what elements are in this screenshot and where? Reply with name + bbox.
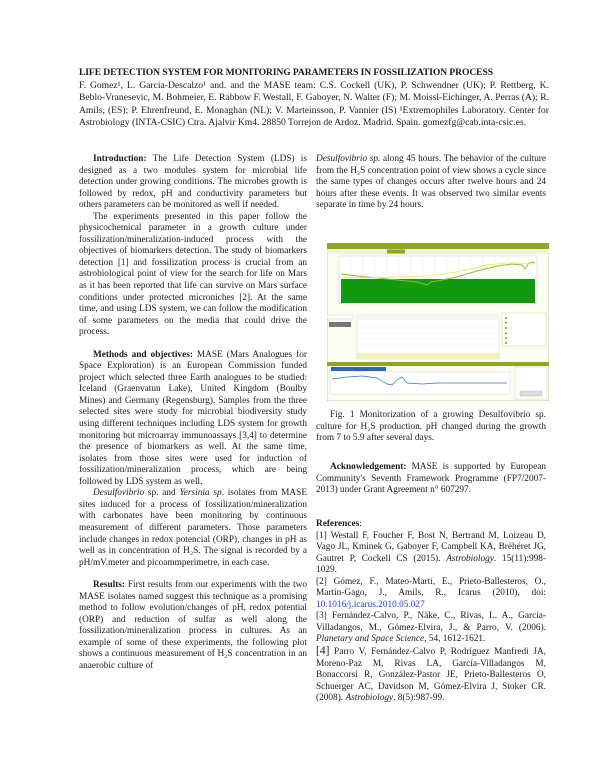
channel-table <box>357 315 499 359</box>
references-colon: : <box>359 519 362 529</box>
start-button <box>329 322 351 327</box>
results-continuation <box>316 154 546 212</box>
load-profile-button <box>520 391 542 396</box>
methods-text: MASE (Mars Analogues for Space Exploration) is an European Commission funded project which selected three Earth analogues to be studied: Iceland (Graenvatun Lake), United Kingdom (Boulby Mines) and Germany (Regensburg). Samples from the three selected sites were study for microbial biodiversity study using different techniques including LDS system for growth monitoring but microarray immunoassays [3,4] to determine the presence of biomarkers as well. At the same time, isolates from those sites were used for induction of fossilization/mineralization process, which are being followed by LDS system as well. <box>79 349 308 487</box>
figure-caption: Fig. 1 Monitorization of a growing Desulfovibrio sp. culture for H₂S production. pH changed during the growth from 7 to 5.9 after several days. <box>316 410 546 444</box>
reference-number: [4] <box>316 645 330 658</box>
journal-name: Astrobiology <box>446 553 494 564</box>
figure-caption-block <box>316 410 546 445</box>
reference-text: . 15(11):998-1029. <box>316 553 546 576</box>
journal-name: Planetary and Space Science <box>316 634 425 645</box>
results-heading: Results: <box>93 580 126 591</box>
intro-heading: Introduction: <box>93 154 147 164</box>
reference-text: [2] Gómez, F., Mateo-Martí, E., Prieto-Ballesteros, O., Martín-Gago, J., Amils, R., Icarus (2010), doi: <box>316 576 546 599</box>
reference-3 <box>316 611 546 646</box>
lower-panel-bar <box>327 362 549 366</box>
methods-text: . isolates from MASE sites induced for a process of fossilization/mineralization with carbonates have been monitoring by continuous measurement of different parameters. Those parameters include changes in redox potencial (ORP), changes in pH as well as in concentration of H₂S. The signal is recorded by a pH/mV.meter and picoammperimetre, in each case. <box>79 488 307 568</box>
monitoring-software-screenshot <box>327 243 549 401</box>
results-text: along 45 hours. The behavior of the culture from the H₂S concentration point of view shows a cycle since the same types of changes occurs after twelve hours and 24 hours after these events. It was observed two similar events separate in time by 24 hours. <box>316 154 546 211</box>
h2s-fill-area <box>341 279 535 303</box>
doi-link[interactable]: 10.1016/j.icarus.2010.05.027 <box>316 599 425 610</box>
right-column-top <box>316 154 546 212</box>
species-name: Desulfovibrio <box>93 488 145 499</box>
paper-header <box>79 67 549 130</box>
references-block <box>316 519 546 705</box>
reference-2 <box>316 577 546 612</box>
references-title: References <box>316 519 360 529</box>
window-menu-bar <box>327 243 549 249</box>
journal-name: Astrobiology <box>345 693 394 704</box>
reference-4 <box>316 646 546 705</box>
reference-1 <box>316 531 546 577</box>
reference-text: [1] Westall F, Foucher F, Bost N, Bertrand M, Loizeau D, Vago JL, Kminek G, Gaboyer F, Campbell KA, Bréhéret JG, Gautret P, Cockell CS (2015). <box>316 530 546 564</box>
methods-heading: Methods and objectives: <box>93 349 193 360</box>
acknowledgement-text: MASE is supported by European Community's Seventh Framework Programme (FP7/2007-2013) under Grant Agreement n° 607297. <box>316 462 546 496</box>
reference-text: . 8(5):987-99. <box>393 693 445 704</box>
acknowledgement-block <box>316 462 546 497</box>
figure-1-screenshot <box>327 243 549 401</box>
results-text: First results from our experiments with the two MASE isolates named suggest this technique as a promising method to follow evolution/changes of pH, redox potential (ORP) and reduction of sulfar as well along the fossilization/mineralization process in cultures. As an example of some of these experiments, the following plot shows a continuous measurement of H₂S concentration in an anaerobic culture of <box>79 580 307 671</box>
methods-paragraph-2 <box>79 488 307 569</box>
acknowledgement-paragraph <box>316 462 546 497</box>
left-column <box>79 154 307 673</box>
tab-strip <box>327 249 549 254</box>
intro-text: The Life Detection System (LDS) is designed as a two modules system for microbial life detection under growing conditions. The microbes growth is followed by redox, pH and conductivity parameters but others parameters can be monitored as well if needed. <box>79 154 307 211</box>
intro-paragraph-2: The experiments presented in this paper follow the physicochemical parameter in a growth culture under fossilization/mineralization-induced process with the objectives of biomarkers detection. The study of biomarkers detection [1] and fossilization process is crucial from an astrobiological point of view for the search for life on Mars as it has been reported that life can survive on Mars surface conditions under protected microniches [2]. At the same time, and using LDS system, we can follow the modification of some parameters on the media that could drive the process. <box>79 211 307 338</box>
methods-paragraph <box>79 350 307 489</box>
reference-text: , 54, 1612-1621. <box>424 634 486 645</box>
reference-text: [3] Fernández-Calvo, P., Näke, C., Rivas, L. A., García-Villadangos, M., Gómez-Elvira, J., & Parro, V. (2006). <box>316 611 546 633</box>
acknowledgement-heading: Acknowledgement: <box>330 462 407 472</box>
author-list: F. Gomez¹, L. Garcia-Descalzo¹ and. and the MASE team: C.S. Cockell (UK), P. Schwendner (UK); P. Rettberg, K. Beblo-Vranesevic, M. Bohmeier, E. Rabbow F. Westall, F. Gaboyer, N. Walter (F); M. Moissl-Eichinger, A. Perras (A); R. Amils, (ES); P. Ehrenfreund, E. Monaghan (NL); V. Marteinsson, P. Vannier (IS) ¹Extremophiles Laboratory. Center for Astrobiology (INTA-CSIC) Ctra. Ajalvir Km4. 28850 Torrejon de Ardoz. Madrid. Spain. gomezfg@cab.inta-csic.es. <box>79 79 549 129</box>
reference-text: Parro V, Fernández-Calvo P, Rodríguez Manfredi JA, Moreno-Paz M, Rivas LA, García-Villadangos M, Bonaccorsi R, González-Pastor JE, Prieto-Ballesteros O, Schuerger AC, Davidson M, Gómez-Elvira J, Stoker CR. (2008). <box>316 647 546 704</box>
species-name: Desulfovibrio sp. <box>316 154 381 164</box>
options-panel <box>502 313 546 346</box>
results-paragraph <box>79 580 307 672</box>
species-name: Yersinia sp <box>179 488 222 499</box>
intro-paragraph <box>79 154 307 212</box>
methods-text: sp. and <box>144 488 180 499</box>
references-heading <box>316 519 546 531</box>
paper-title: LIFE DETECTION SYSTEM FOR MONITORING PARAMETERS IN FOSSILIZATION PROCESS <box>79 67 493 78</box>
